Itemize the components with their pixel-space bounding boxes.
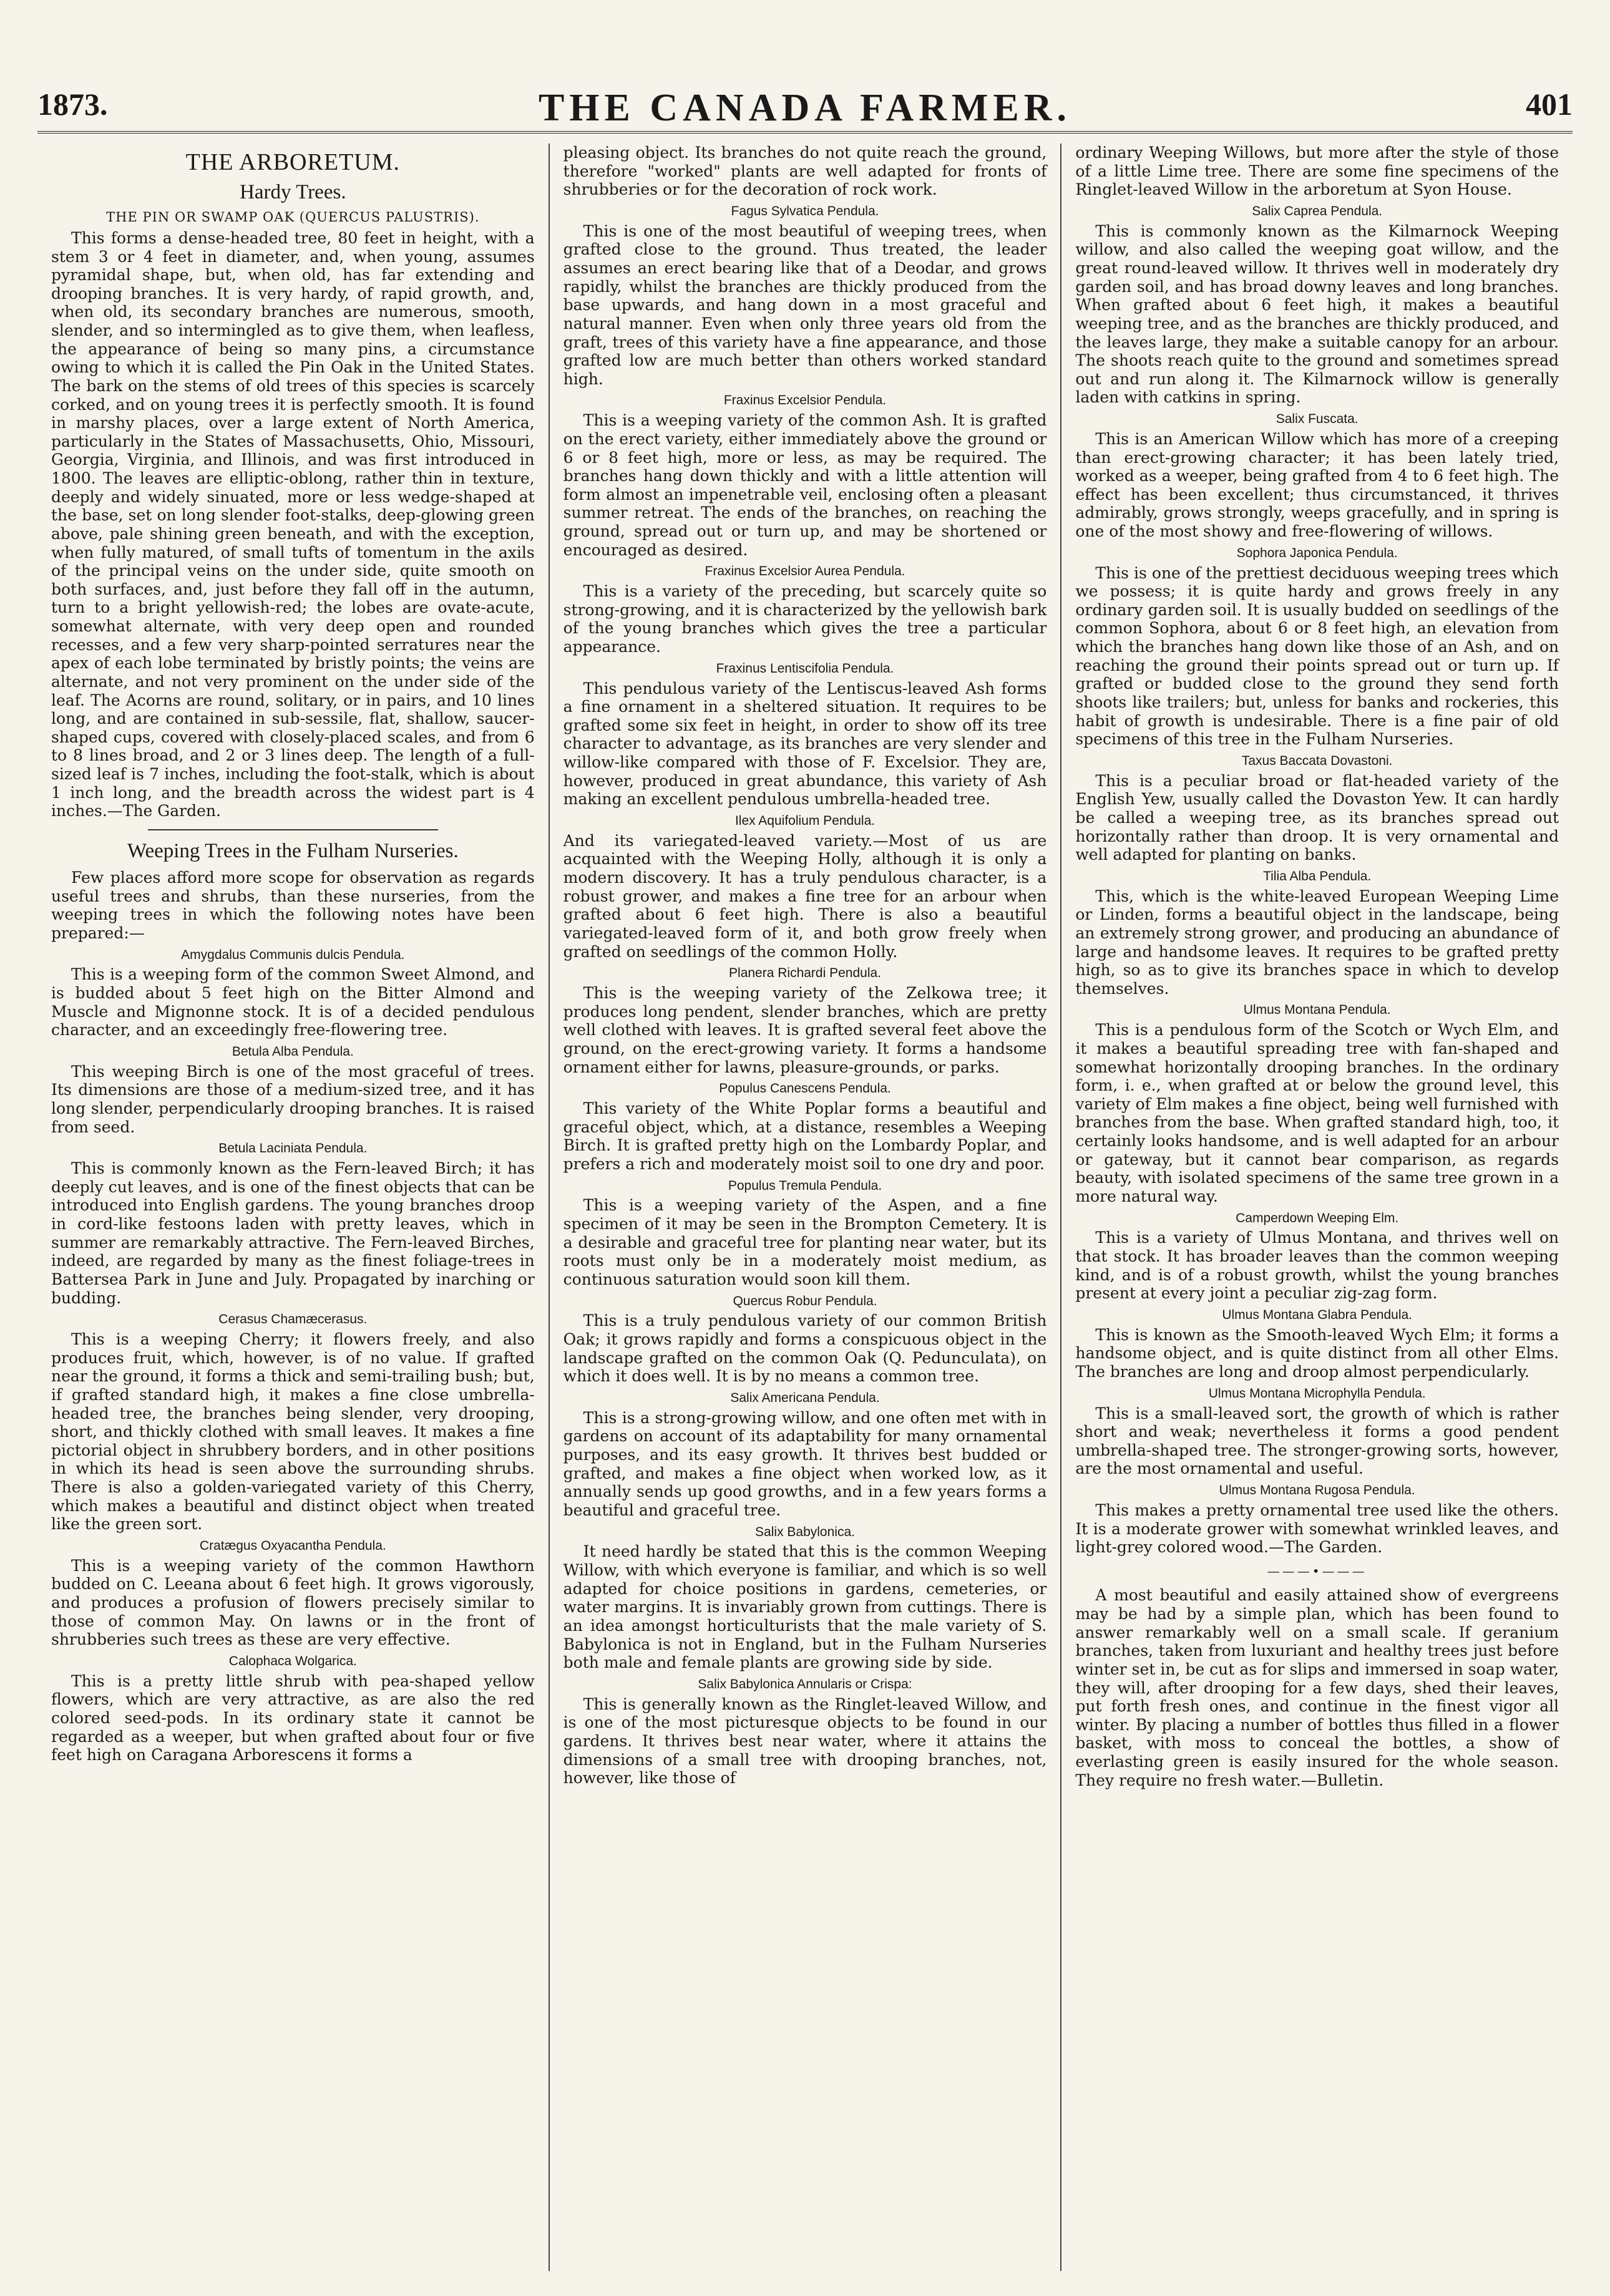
entry-heading: Salix Caprea Pendula. — [1252, 203, 1383, 218]
entry-heading: Calophaca Wolgarica. — [228, 1653, 357, 1668]
entry-paragraph: This is a weeping variety of the common Ash. It is grafted on the erect variety, either immediately above the ground or 6 or 8 feet high, more or less, as may be required. The branches hang down thickly and with a little attention will form almost an impenetrable veil, enclosing often a pleasant summer retreat. The ends of the branches, on reaching the ground, spread out or turn up, and may be shortened or encouraged as desired. — [563, 411, 1047, 559]
entry-paragraph: This is a variety of Ulmus Montana, and thrives well on that stock. It has broader leaves than the common weeping kind, and is of a robust growth, whilst the young branches present at every joint a peculiar zig-zag form. — [1075, 1228, 1559, 1303]
entry-heading: Betula Laciniata Pendula. — [218, 1141, 368, 1156]
entry-heading: Fagus Sylvatica Pendula. — [731, 203, 879, 218]
section-subtitle: Weeping Trees in the Fulham Nurseries. — [127, 839, 459, 862]
entry-heading: Taxus Baccata Dovastoni. — [1241, 753, 1393, 768]
entry-paragraph: This is a small-leaved sort, the growth of which is rather short and weak; nevertheless it forms a good pendent umbrella-shaped tree. The stronger-growing sorts, however, are the most ornamental and useful. — [1075, 1404, 1559, 1478]
entry-paragraph: This is known as the Smooth-leaved Wych Elm; it forms a handsome object, and is quite distinct from all other Elms. The branches are long and droop almost perpendicularly. — [1075, 1325, 1559, 1381]
column-2 — [549, 144, 1061, 2271]
article-heading: THE PIN OR SWAMP OAK (QUERCUS PALUSTRIS). — [106, 210, 480, 225]
entry-heading: Fraxinus Excelsior Aurea Pendula. — [705, 564, 905, 579]
entry-heading: Ulmus Montana Glabra Pendula. — [1222, 1307, 1413, 1322]
ornament-divider: ———•——— — [1267, 1563, 1367, 1578]
entry-paragraph: And its variegated-leaved variety.—Most of us are acquainted with the Weeping Holly, although it is only a modern discovery. It has a truly pendulous character, is a robust grower, and makes a fine tree for an arbour when grafted about 6 feet high. There is also a beautiful variegated-leaved form of it, and both grow freely when grafted on seedlings of the common Holly. — [563, 831, 1047, 961]
entry-heading: Amygdalus Communis dulcis Pendula. — [181, 947, 405, 962]
section-title: THE ARBORETUM. — [185, 149, 401, 175]
entry-paragraph: This is a weeping form of the common Sweet Almond, and is budded about 5 feet high on the Bitter Almond and Muscle and Mignonne stock. It is of a decided pendulous character, and an exceedingly free-flowering tree. — [51, 965, 535, 1039]
entry-paragraph: This is a weeping variety of the common Hawthorn budded on C. Leeana about 6 feet high. It grows vigorously, and produces a profusion of flowers precisely similar to those of common May. On lawns or in the front of shrubberies such trees as these are very effective. — [51, 1556, 535, 1649]
entry-paragraph: This is commonly known as the Kilmarnock Weeping willow, and also called the weeping goat willow, and the great round-leaved willow. It thrives well in moderately dry garden soil, and has broad downy leaves and long branches. When grafted about 6 feet high, it makes a beautiful weeping tree, and as the branches are thickly produced, and the leaves large, they make a suitable canopy for an arbour. The shoots reach quite to the ground and sometimes spread out and run along it. The Kilmarnock willow is generally laden with catkins in spring. — [1075, 221, 1559, 407]
entry-heading: Fraxinus Lentiscifolia Pendula. — [716, 661, 894, 676]
entry-paragraph: This is a variety of the preceding, but scarcely quite so strong-growing, and it is characterized by the yellowish bark of the young branches which gives the tree a particular appearance. — [563, 582, 1047, 656]
entry-paragraph: This is commonly known as the Fern-leaved Birch; it has deeply cut leaves, and is one of the finest objects that can be introduced into English gardens. The young branches droop in cord-like festoons laden with pretty leaves, which in summer are remarkably attractive. The Fern-leaved Birches, indeed, are regarded by many as the finest foliage-trees in Battersea Park in June and July. Propagated by inarching or budding. — [51, 1159, 535, 1307]
entry-heading: Populus Canescens Pendula. — [719, 1081, 891, 1096]
entry-paragraph: This pendulous variety of the Lentiscus-leaved Ash forms a fine ornament in a sheltered situation. It requires to be grafted some six feet in height, in order to show off its tree character to advantage, as its branches are very slender and willow-like compared with those of F. Excelsior. They are, however, produced in great abundance, this variety of Ash making an excellent pendulous umbrella-headed tree. — [563, 679, 1047, 809]
entry-paragraph: This is an American Willow which has more of a creeping than erect-growing character; it has been lately tried, worked as a weeper, being grafted from 4 to 6 feet high. The effect has been excellent; thus circumstanced, it thrives admirably, grows strongly, weeps gracefully, and in spring is one of the most showy and free-flowering of willows. — [1075, 429, 1559, 540]
article-columns — [37, 144, 1573, 2271]
entry-paragraph: This, which is the white-leaved European Weeping Lime or Linden, forms a beautiful object in the landscape, being an extremely strong grower, and producing an abundance of large and handsome leaves. It requires to be grafted pretty high, so as to give its branches space in which to develop themselves. — [1075, 887, 1559, 998]
entry-paragraph: This is generally known as the Ringlet-leaved Willow, and is one of the most picturesque objects to be found in our gardens. It thrives best near water, where it attains the dimensions of a small tree with drooping branches, not, however, like those of — [563, 1695, 1047, 1788]
entry-heading: Salix Babylonica. — [755, 1524, 855, 1539]
masthead — [37, 75, 1573, 134]
entry-paragraph: This is a weeping variety of the Aspen, and a fine specimen of it may be seen in the Brompton Cemetery. It is a desirable and graceful tree for planting near water, but its roots must only be in a moderately moist medium, as continuous saturation would soon kill them. — [563, 1196, 1047, 1288]
entry-paragraph: It need hardly be stated that this is the common Weeping Willow, with which everyone is familiar, and which is so well adapted for choice positions in gardens, cemeteries, or water margins. It is invariably grown from cuttings. There is an idea amongst horticulturists that the male variety of S. Babylonica is not in England, but in the Fulham Nurseries both male and female plants are growing side by side. — [563, 1542, 1047, 1672]
article-paragraph: A most beautiful and easily attained show of evergreens may be had by a simple plan, which has been found to answer remarkably well on a small scale. If geranium branches, taken from luxuriant and healthy trees just before winter set in, be cut as for slips and immersed in soap water, they will, after drooping for a few days, shed their leaves, put forth fresh ones, and continue in the finest vigor all winter. By placing a number of bottles thus filled in a flower basket, with moss to conceal the bottles, a show of everlasting green is easily insured for the whole season. They require no fresh water.—Bulletin. — [1075, 1586, 1559, 1789]
entry-paragraph: pleasing object. Its branches do not quite reach the ground, therefore "worked" plants are well adapted for fronts of shrubberies or for the decoration of rock work. — [563, 144, 1047, 199]
newspaper-title: THE CANADA FARMER. — [538, 87, 1072, 129]
entry-heading: Betula Alba Pendula. — [232, 1044, 354, 1059]
column-1 — [37, 144, 549, 2271]
entry-heading: Camperdown Weeping Elm. — [1236, 1210, 1399, 1225]
divider — [148, 829, 438, 830]
issue-year: 1873. — [37, 87, 108, 122]
entry-heading: Salix Americana Pendula. — [730, 1390, 880, 1405]
entry-heading: Sophora Japonica Pendula. — [1236, 545, 1398, 560]
entry-heading: Ilex Aquifolium Pendula. — [734, 813, 876, 828]
entry-heading: Salix Fuscata. — [1276, 412, 1359, 426]
entry-paragraph: This variety of the White Poplar forms a beautiful and graceful object, which, at a distance, resembles a Weeping Birch. It is grafted pretty high on the Lombardy Poplar, and prefers a rich and moderately moist soil to one dry and poor. — [563, 1099, 1047, 1173]
entry-heading: Ulmus Montana Microphylla Pendula. — [1208, 1386, 1426, 1401]
entry-heading: Cratægus Oxyacantha Pendula. — [199, 1538, 386, 1553]
column-3 — [1060, 144, 1573, 2271]
entry-heading: Salix Babylonica Annularis or Crispa: — [698, 1676, 912, 1691]
entry-heading: Planera Richardi Pendula. — [729, 966, 881, 981]
entry-paragraph: This is a truly pendulous variety of our common British Oak; it grows rapidly and forms a conspicuous object in the landscape grafted on the common Oak (Q. Pedunculata), on which it does well. It is by no means a common tree. — [563, 1311, 1047, 1386]
entry-paragraph: This is a peculiar broad or flat-headed variety of the English Yew, usually called the Dovaston Yew. It can hardly be called a weeping tree, as its branches spread out horizontally rather than droop. It is very ornamental and well adapted for planting on banks. — [1075, 771, 1559, 864]
article-paragraph: This forms a dense-headed tree, 80 feet in height, with a stem 3 or 4 feet in diameter, and, when young, assumes pyramidal shape, but, when old, has far extending and drooping branches. It is very hardy, of rapid growth, and, when old, its secondary branches are numerous, smooth, slender, and so intermingled as to give them, when leafless, the appearance of being so many pins, a circumstance owing to which it is called the Pin Oak in the United States. The bark on the stems of old trees of this species is scarcely corked, and on young trees it is perfectly smooth. It is found in marshy places, over a large extent of North America, particularly in the States of Massachusetts, Ohio, Missouri, Georgia, Virginia, and Illinois, and was first introduced in 1800. The leaves are elliptic-oblong, rather thin in texture, deeply and widely sinuated, more or less wedge-shaped at the base, set on long slender foot-stalks, deep-glowing green above, pale shining green beneath, and with the exception, when fully matured, of small tufts of tomentum in the axils of the principal veins on the under side, quite smooth on both surfaces, and, just before they fall off in the autumn, turn to a bright yellowish-red; the lobes are ovate-acute, somewhat alternate, with very deep open and rounded recesses, and a few very sharp-pointed serratures near the apex of each lobe terminated by bristly points; the veins are alternate, and not very prominent on the under side of the leaf. The Acorns are round, solitary, or in pairs, and 10 lines long, and are contained in sub-sessile, flat, shallow, saucer-shaped cups, covered with closely-placed scales, and from 6 to 8 lines broad, and 2 or 3 lines deep. The length of a full-sized leaf is 7 inches, including the foot-stalk, which is about 1 inch long, and the breadth across the widest part is 4 inches.—The Garden. — [51, 228, 535, 820]
entry-paragraph: This is the weeping variety of the Zelkowa tree; it produces long pendent, slender branches, which are pretty well clothed with leaves. It is grafted several feet above the ground, on the erect-growing variety. It forms a handsome ornament either for lawns, pleasure-grounds, or parks. — [563, 984, 1047, 1076]
entry-paragraph: This makes a pretty ornamental tree used like the others. It is a moderate grower with somewhat wrinkled leaves, and light-grey colored wood.—The Garden. — [1075, 1501, 1559, 1557]
section-subtitle: Hardy Trees. — [240, 181, 346, 204]
entry-paragraph: This is one of the prettiest deciduous weeping trees which we possess; it is quite hardy and grows freely in any ordinary garden soil. It is usually budded on seedlings of the common Sophora, about 6 or 8 feet high, an elevation from which the branches hang down like those of an Ash, and on reaching the ground their points spread out or turn up. If grafted or budded close to the ground they send forth shoots like trailers; but, unless for banks and rockeries, this habit of growth is undesirable. There is a fine pair of old specimens of this tree in the Fulham Nurseries. — [1075, 563, 1559, 749]
page-number: 401 — [1526, 87, 1573, 122]
entry-heading: Ulmus Montana Pendula. — [1243, 1003, 1391, 1018]
entry-paragraph: This is one of the most beautiful of weeping trees, when grafted close to the ground. Thus treated, the leader assumes an erect bearing like that of a Deodar, and grows rapidly, whilst the branches are thickly produced from the base upwards, and hang down in a most graceful and natural manner. Even when only three years old from the graft, trees of this variety have a fine appearance, and those grafted low are much better than others worked standard high. — [563, 221, 1047, 388]
entry-paragraph: This is a pendulous form of the Scotch or Wych Elm, and it makes a beautiful spreading tree with fan-shaped and somewhat horizontally drooping branches. In the ordinary form, i. e., when grafted at or below the ground level, this variety of Elm makes a fine object, being well furnished with branches from the base. When grafted standard high, too, it certainly looks handsome, and is well adapted for an arbour or gateway, but it cannot bear comparison, as regards beauty, with isolated specimens of the same tree grown in a more natural way. — [1075, 1021, 1559, 1205]
article-paragraph: Few places afford more scope for observation as regards useful trees and shrubs, than these nurseries, from the weeping trees in which the following notes have been prepared:— — [51, 868, 535, 942]
entry-heading: Cerasus Chamæcerasus. — [218, 1312, 368, 1327]
entry-heading: Populus Tremula Pendula. — [728, 1178, 882, 1193]
entry-heading: Quercus Robur Pendula. — [733, 1293, 877, 1308]
entry-paragraph: This is a strong-growing willow, and one often met with in gardens on account of its adaptability for many ornamental purposes, and its easy growth. It thrives best budded or grafted, and makes a fine object when worked low, as it annually sends up good growths, and in a few years forms a beautiful and graceful tree. — [563, 1408, 1047, 1519]
entry-paragraph: ordinary Weeping Willows, but more after the style of those of a little Lime tree. There are some fine specimens of the Ringlet-leaved Willow in the arboretum at Syon House. — [1075, 144, 1559, 199]
entry-paragraph: This weeping Birch is one of the most graceful of trees. Its dimensions are those of a medium-sized tree, and it has long slender, perpendicularly drooping branches. It is raised from seed. — [51, 1062, 535, 1136]
entry-heading: Fraxinus Excelsior Pendula. — [723, 393, 887, 408]
entry-heading: Tilia Alba Pendula. — [1263, 868, 1372, 883]
entry-paragraph: This is a weeping Cherry; it flowers freely, and also produces fruit, which, however, is of no value. If grafted near the ground, it forms a thick and semi-trailing bush; but, if grafted standard high, it makes a fine close umbrella-headed tree, the branches being slender, very drooping, short, and thickly clothed with small leaves. It makes a fine pictorial object in shrubbery borders, and in other positions in which its head is seen above the surrounding shrubs. There is also a golden-variegated variety of this Cherry, which makes a beautiful and distinct object when treated like the green sort. — [51, 1330, 535, 1534]
entry-heading: Ulmus Montana Rugosa Pendula. — [1219, 1483, 1415, 1497]
entry-paragraph: This is a pretty little shrub with pea-shaped yellow flowers, which are very attractive, as are also the red colored seed-pods. In its ordinary state it cannot be regarded as a weeper, but when grafted about four or five feet high on Caragana Arborescens it forms a — [51, 1671, 535, 1764]
